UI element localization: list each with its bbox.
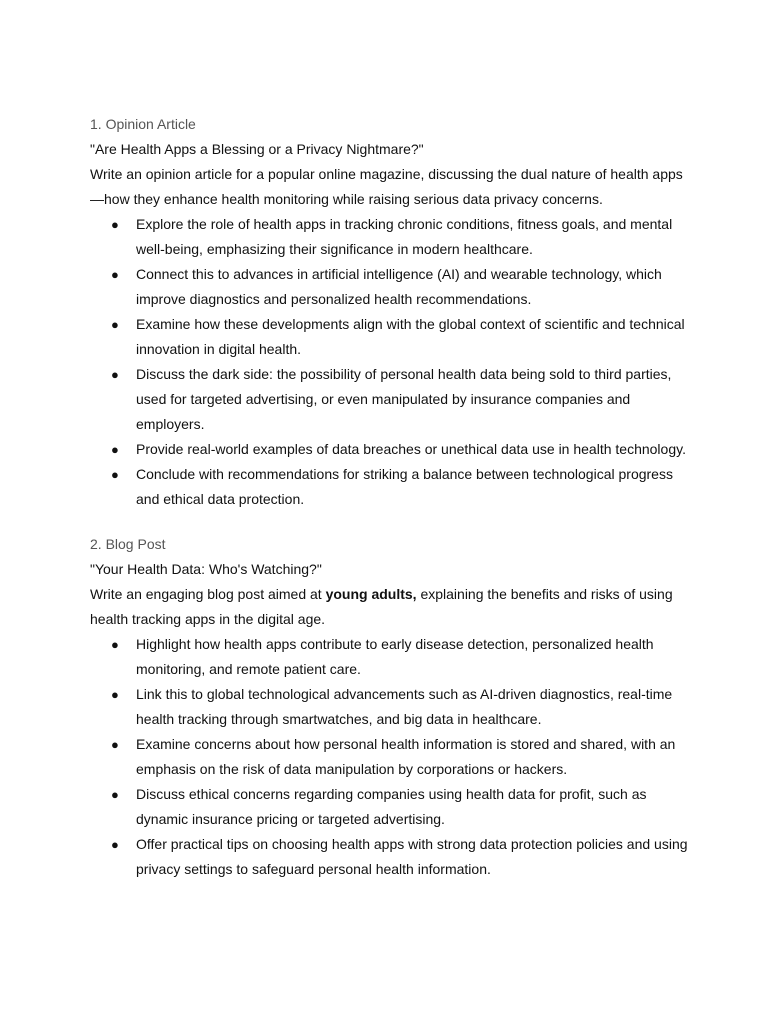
- list-item: [90, 682, 690, 732]
- list-item: [90, 362, 690, 437]
- bullet-icon: ●: [111, 687, 119, 702]
- list-item: [90, 262, 690, 312]
- list-item-text: Connect this to advances in artificial intelligence (AI) and wearable technology, which improve diagnostics and personalized health recommendations.: [136, 266, 662, 307]
- list-item-text: Discuss the dark side: the possibility of personal health data being sold to third parties, used for targeted advertising, or even manipulated by insurance companies and employers.: [136, 366, 672, 432]
- list-item: [90, 437, 690, 462]
- intro-text: Write an engaging blog post aimed at: [90, 586, 326, 602]
- list-item-text: Provide real-world examples of data breaches or unethical data use in health technology.: [136, 441, 686, 457]
- section-blog-post: [90, 532, 690, 882]
- bullet-icon: ●: [111, 837, 119, 852]
- article-title: "Are Health Apps a Blessing or a Privacy Nightmare?": [90, 141, 424, 157]
- list-item-text: Offer practical tips on choosing health apps with strong data protection policies and using privacy settings to safeguard personal health information.: [136, 836, 688, 877]
- blog-title: "Your Health Data: Who's Watching?": [90, 561, 322, 577]
- bullet-icon: ●: [111, 442, 119, 457]
- bullet-icon: ●: [111, 317, 119, 332]
- bullet-icon: ●: [111, 737, 119, 752]
- intro-text: explaining the benefits and risks of using health tracking apps in the digital age.: [90, 586, 673, 627]
- list-item-text: Link this to global technological advancements such as AI-driven diagnostics, real-time health tracking through smartwatches, and big data in healthcare.: [136, 686, 673, 727]
- list-item: [90, 832, 690, 882]
- section-opinion-article: [90, 112, 690, 512]
- list-item: [90, 462, 690, 512]
- bullet-icon: ●: [111, 217, 119, 232]
- section-spacer: [90, 512, 690, 532]
- list-item: [90, 212, 690, 262]
- list-item: [90, 732, 690, 782]
- list-item-text: Examine how these developments align with the global context of scientific and technical innovation in digital health.: [136, 316, 685, 357]
- intro-emphasis: young adults,: [325, 586, 417, 602]
- list-item-text: Explore the role of health apps in tracking chronic conditions, fitness goals, and mental well-being, emphasizing their significance in modern healthcare.: [136, 216, 673, 257]
- section-heading: 1. Opinion Article: [90, 116, 196, 132]
- list-item: [90, 782, 690, 832]
- section-intro: [90, 582, 690, 632]
- section-heading: 2. Blog Post: [90, 536, 166, 552]
- bullet-list: [90, 212, 690, 512]
- bullet-icon: ●: [111, 637, 119, 652]
- list-item-text: Conclude with recommendations for striking a balance between technological progress and ethical data protection.: [136, 466, 673, 507]
- list-item-text: Highlight how health apps contribute to early disease detection, personalized health monitoring, and remote patient care.: [136, 636, 654, 677]
- bullet-list: [90, 632, 690, 882]
- list-item-text: Discuss ethical concerns regarding companies using health data for profit, such as dynamic insurance pricing or targeted advertising.: [136, 786, 647, 827]
- list-item-text: Examine concerns about how personal health information is stored and shared, with an emphasis on the risk of data manipulation by corporations or hackers.: [136, 736, 676, 777]
- bullet-icon: ●: [111, 367, 119, 382]
- document-page: [90, 112, 690, 882]
- bullet-icon: ●: [111, 267, 119, 282]
- list-item: [90, 312, 690, 362]
- list-item: [90, 632, 690, 682]
- bullet-icon: ●: [111, 787, 119, 802]
- bullet-icon: ●: [111, 467, 119, 482]
- section-intro: Write an opinion article for a popular online magazine, discussing the dual nature of health apps —how they enhance health monitoring while raising serious data privacy concerns.: [90, 166, 683, 207]
